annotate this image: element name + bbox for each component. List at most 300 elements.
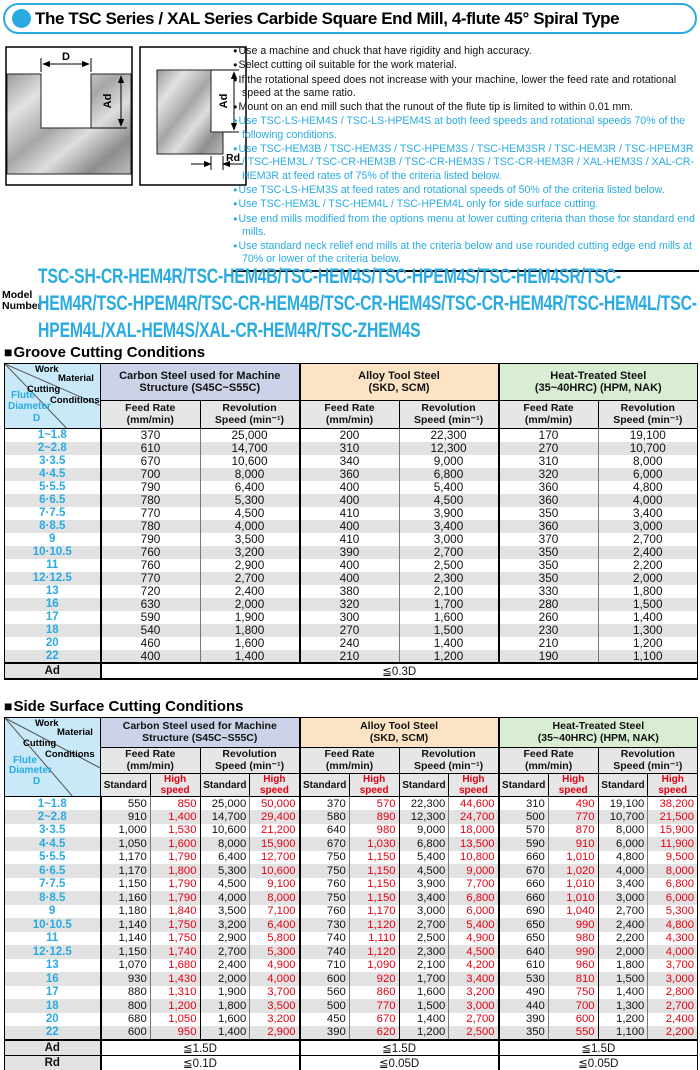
value-cell: 2,700	[598, 533, 698, 546]
value-cell: 350	[499, 559, 599, 572]
value-cell: 1,310	[150, 986, 200, 1000]
value-cell: 6,800	[399, 468, 499, 481]
value-cell: 2,400	[200, 959, 250, 973]
value-cell: 340	[300, 455, 400, 468]
flute-diameter-cell: 7·7.5	[5, 878, 101, 892]
rd-row-label: Rd	[5, 1056, 101, 1070]
value-cell: 750	[300, 891, 350, 905]
value-cell: 10,800	[449, 851, 499, 865]
value-cell: 1,800	[598, 959, 648, 973]
value-cell: 1,160	[118, 891, 147, 904]
groove-section-title: ■Groove Cutting Conditions	[4, 344, 206, 361]
value-cell: 630	[140, 597, 161, 611]
value-cell: 19,100	[598, 429, 698, 442]
value-cell: 2,900	[200, 932, 250, 946]
flute-diameter-cell: 18	[5, 999, 101, 1013]
note-text: If the rotational speed does not increase with your machine, lower the feed rate and rotational speed at the same ratio.	[238, 73, 677, 99]
value-cell: 670	[349, 1013, 399, 1027]
feed-rate-header: Feed Rate (mm/min)	[101, 401, 201, 429]
value-cell: 2,700	[399, 546, 499, 559]
value-cell: 400	[140, 649, 161, 663]
value-cell: 1,140	[118, 918, 147, 931]
value-cell: 760	[300, 905, 350, 919]
value-cell: 320	[300, 598, 400, 611]
value-cell: 2,200	[598, 932, 648, 946]
usage-note	[233, 212, 699, 240]
value-cell: 2,100	[399, 959, 449, 973]
table-corner-cell	[5, 364, 101, 429]
corner-diameter-label: Diameter	[9, 765, 52, 776]
value-cell: 2,700	[200, 945, 250, 959]
flute-diameter-cell: 13	[5, 585, 101, 598]
column-group-alloy-tool-steel: Alloy Tool Steel (SKD, SCM)	[300, 718, 499, 748]
dimension-ad-label: Ad	[102, 93, 114, 109]
value-cell: 870	[548, 824, 598, 838]
usage-note	[233, 197, 699, 211]
value-cell: 10,700	[598, 442, 698, 455]
standard-header: Standard	[300, 774, 350, 797]
value-cell: 750	[300, 864, 350, 878]
revolution-speed-header: Revolution Speed (min⁻¹)	[598, 401, 698, 429]
value-cell: 1,000	[118, 824, 147, 837]
value-cell: 1,400	[150, 810, 200, 824]
value-cell: 980	[548, 932, 598, 946]
rd-limit-value: ≦0.1D	[101, 1056, 300, 1070]
value-cell: 1,600	[200, 637, 300, 650]
value-cell: 1,500	[598, 598, 698, 611]
table-row	[5, 559, 698, 572]
value-cell: 610	[140, 441, 161, 455]
value-cell: 9,100	[250, 878, 300, 892]
note-text: Use TSC-LS-HEM3S at feed rates and rotational speeds of 50% of the criteria listed below.	[238, 183, 665, 196]
value-cell: 360	[499, 494, 599, 507]
usage-note	[233, 73, 699, 101]
value-cell: 1,800	[150, 864, 200, 878]
value-cell: 590	[499, 837, 549, 851]
corner-material-label: Material	[57, 727, 93, 738]
bullet-icon: ●	[233, 102, 238, 112]
value-cell: 580	[300, 810, 350, 824]
standard-header: Standard	[499, 774, 549, 797]
value-cell: 1,120	[349, 945, 399, 959]
corner-diameter-label: Diameter	[8, 401, 51, 412]
value-cell: 1,010	[548, 891, 598, 905]
table-row	[5, 442, 698, 455]
high-speed-header: High speed	[449, 774, 499, 797]
value-cell: 400	[300, 572, 400, 585]
value-cell: 570	[349, 797, 399, 811]
usage-note	[233, 183, 699, 197]
table-row	[5, 533, 698, 546]
standard-header: Standard	[200, 774, 250, 797]
model-number-value: TSC-SH-CR-HEM4R/TSC-HEM4B/TSC-HEM4S/TSC-HPEM4S/TSC-HEM4SR/TSC-HEM4R/TSC-HPEM4R/TSC-CR-HEM4B/TSC-CR-HEM4S/TSC-CR-HEM4R/TSC-HEM4L/TSC-HPEM4L/XAL-HEM4S/XAL-CR-HEM4R/TSC-ZHEM4S	[38, 265, 697, 342]
value-cell: 44,600	[449, 797, 499, 811]
table-row	[5, 481, 698, 494]
table-row	[5, 891, 698, 905]
table-row	[5, 546, 698, 559]
value-cell: 6,400	[200, 851, 250, 865]
value-cell: 390	[499, 1013, 549, 1027]
value-cell: 5,300	[648, 905, 698, 919]
dimension-ad-label: Ad	[218, 93, 230, 109]
feed-rate-header: Feed Rate (mm/min)	[101, 748, 201, 774]
value-cell: 6,400	[200, 481, 300, 494]
standard-header: Standard	[101, 774, 151, 797]
value-cell: 2,400	[598, 546, 698, 559]
value-cell: 2,300	[399, 945, 449, 959]
bullet-icon: ●	[233, 199, 238, 209]
corner-conditions-label: Conditions	[50, 395, 100, 406]
value-cell: 3,900	[399, 507, 499, 520]
value-cell: 660	[499, 891, 549, 905]
value-cell: 38,200	[648, 797, 698, 811]
value-cell: 670	[499, 864, 549, 878]
flute-diameter-cell: 11	[5, 932, 101, 946]
value-cell: 4,500	[399, 864, 449, 878]
value-cell: 1,300	[598, 624, 698, 637]
note-text: Use end mills modified from the options menu at lower cutting criteria than those for standard end mills.	[238, 212, 695, 238]
value-cell: 1,400	[399, 1013, 449, 1027]
value-cell: 3,200	[449, 986, 499, 1000]
standard-header: Standard	[598, 774, 648, 797]
dimension-rd-label: Rd	[226, 152, 240, 164]
value-cell: 12,700	[250, 851, 300, 865]
value-cell: 5,400	[399, 851, 449, 865]
table-row	[5, 520, 698, 533]
rd-limit-value: ≦0.05D	[499, 1056, 698, 1070]
table-row	[5, 455, 698, 468]
value-cell: 1,150	[349, 851, 399, 865]
value-cell: 1,200	[598, 1013, 648, 1027]
flute-diameter-cell: 16	[5, 972, 101, 986]
value-cell: 1,600	[150, 837, 200, 851]
value-cell: 2,500	[399, 559, 499, 572]
value-cell: 4,000	[200, 520, 300, 533]
value-cell: 400	[300, 520, 400, 533]
value-cell: 620	[349, 1026, 399, 1040]
revolution-speed-header: Revolution Speed (min⁻¹)	[200, 748, 300, 774]
value-cell: 3,700	[250, 986, 300, 1000]
table-row	[5, 959, 698, 973]
value-cell: 3,400	[598, 507, 698, 520]
value-cell: 350	[499, 1026, 549, 1040]
value-cell: 690	[499, 905, 549, 919]
corner-cutting-label: Cutting	[23, 738, 57, 749]
value-cell: 1,050	[150, 1013, 200, 1027]
value-cell: 10,600	[250, 864, 300, 878]
value-cell: 490	[499, 986, 549, 1000]
high-speed-header: High speed	[349, 774, 399, 797]
value-cell: 3,000	[648, 972, 698, 986]
value-cell: 7,100	[250, 905, 300, 919]
value-cell: 2,700	[399, 918, 449, 932]
value-cell: 1,740	[150, 945, 200, 959]
value-cell: 21,500	[648, 810, 698, 824]
value-cell: 170	[499, 429, 599, 442]
flute-diameter-cell: 18	[5, 624, 101, 637]
value-cell: 4,000	[250, 972, 300, 986]
value-cell: 1,800	[598, 585, 698, 598]
value-cell: 1,400	[200, 650, 300, 663]
value-cell: 1,140	[118, 932, 147, 945]
value-cell: 11,900	[648, 837, 698, 851]
value-cell: 3,200	[200, 918, 250, 932]
value-cell: 29,400	[250, 810, 300, 824]
value-cell: 210	[499, 637, 599, 650]
value-cell: 310	[300, 442, 400, 455]
value-cell: 590	[140, 610, 161, 624]
value-cell: 1,150	[349, 878, 399, 892]
usage-notes-list	[233, 44, 699, 272]
value-cell: 10,600	[200, 455, 300, 468]
table-row	[5, 932, 698, 946]
value-cell: 990	[548, 945, 598, 959]
value-cell: 21,200	[250, 824, 300, 838]
value-cell: 3,200	[250, 1013, 300, 1027]
value-cell: 6,000	[598, 468, 698, 481]
value-cell: 1,400	[598, 611, 698, 624]
table-row	[5, 972, 698, 986]
value-cell: 270	[499, 442, 599, 455]
value-cell: 2,000	[598, 572, 698, 585]
value-cell: 1,150	[349, 891, 399, 905]
flute-diameter-cell: 1~1.8	[5, 429, 101, 442]
flute-diameter-cell: 22	[5, 1026, 101, 1040]
value-cell: 1,900	[200, 986, 250, 1000]
value-cell: 1,120	[349, 918, 399, 932]
value-cell: 4,500	[399, 494, 499, 507]
value-cell: 9,500	[648, 851, 698, 865]
revolution-speed-header: Revolution Speed (min⁻¹)	[399, 401, 499, 429]
usage-note	[233, 100, 699, 114]
feed-rate-header: Feed Rate (mm/min)	[300, 401, 400, 429]
value-cell: 3,000	[598, 891, 648, 905]
model-number-label: Model Number	[2, 289, 42, 312]
value-cell: 4,000	[648, 945, 698, 959]
value-cell: 6,800	[648, 878, 698, 892]
flute-diameter-cell: 12·12.5	[5, 572, 101, 585]
value-cell: 790	[140, 480, 161, 494]
value-cell: 780	[140, 519, 161, 533]
corner-flute-label: Flute	[13, 755, 37, 766]
value-cell: 720	[140, 584, 161, 598]
value-cell: 1,170	[118, 851, 147, 864]
value-cell: 1,790	[150, 851, 200, 865]
value-cell: 5,800	[250, 932, 300, 946]
value-cell: 1,790	[150, 891, 200, 905]
value-cell: 2,300	[399, 572, 499, 585]
value-cell: 760	[300, 878, 350, 892]
value-cell: 19,100	[598, 797, 648, 811]
value-cell: 1,840	[150, 905, 200, 919]
value-cell: 1,150	[118, 945, 147, 958]
value-cell: 1,100	[598, 1026, 648, 1040]
value-cell: 990	[548, 918, 598, 932]
value-cell: 490	[548, 797, 598, 811]
value-cell: 14,700	[200, 810, 250, 824]
value-cell: 1,750	[150, 932, 200, 946]
table-row	[5, 905, 698, 919]
value-cell: 6,800	[399, 837, 449, 851]
column-group-heat-treated-steel: Heat-Treated Steel (35~40HRC) (HPM, NAK)	[499, 364, 698, 401]
value-cell: 1,790	[150, 878, 200, 892]
column-group-carbon-steel: Carbon Steel used for Machine Structure (S45C~S55C)	[101, 718, 300, 748]
value-cell: 8,000	[648, 864, 698, 878]
square-marker-icon: ■	[4, 698, 13, 714]
corner-work-label: Work	[35, 718, 59, 729]
usage-note	[233, 58, 699, 72]
value-cell: 910	[548, 837, 598, 851]
table-row	[5, 797, 698, 811]
bullet-icon: ●	[233, 213, 238, 223]
value-cell: 1,750	[150, 918, 200, 932]
value-cell: 4,300	[648, 932, 698, 946]
value-cell: 3,000	[449, 999, 499, 1013]
value-cell: 6,400	[250, 918, 300, 932]
value-cell: 910	[127, 810, 147, 823]
table-row	[5, 837, 698, 851]
value-cell: 1,170	[349, 905, 399, 919]
flute-diameter-cell: 9	[5, 905, 101, 919]
value-cell: 1,020	[548, 864, 598, 878]
value-cell: 1,100	[598, 650, 698, 663]
value-cell: 710	[300, 959, 350, 973]
value-cell: 1,090	[349, 959, 399, 973]
value-cell: 750	[300, 851, 350, 865]
value-cell: 2,500	[449, 1026, 499, 1040]
value-cell: 770	[349, 999, 399, 1013]
value-cell: 4,500	[449, 945, 499, 959]
value-cell: 960	[548, 959, 598, 973]
value-cell: 8,000	[598, 455, 698, 468]
value-cell: 5,400	[449, 918, 499, 932]
value-cell: 1,700	[399, 972, 449, 986]
value-cell: 770	[140, 506, 161, 520]
ad-limit-row	[5, 1040, 698, 1056]
value-cell: 540	[140, 623, 161, 637]
page-title-bar	[3, 3, 697, 34]
value-cell: 3,700	[648, 959, 698, 973]
table-row	[5, 468, 698, 481]
value-cell: 370	[499, 533, 599, 546]
feed-rate-header: Feed Rate (mm/min)	[499, 401, 599, 429]
bullet-icon: ●	[233, 74, 238, 84]
value-cell: 600	[548, 1013, 598, 1027]
value-cell: 4,000	[598, 864, 648, 878]
flute-diameter-cell: 6·6.5	[5, 494, 101, 507]
value-cell: 660	[499, 851, 549, 865]
value-cell: 310	[499, 455, 599, 468]
dimension-d-label: D	[62, 51, 70, 63]
value-cell: 5,300	[200, 494, 300, 507]
value-cell: 350	[499, 507, 599, 520]
value-cell: 770	[140, 571, 161, 585]
value-cell: 1,400	[399, 637, 499, 650]
ad-limit-value: ≦0.3D	[101, 663, 698, 679]
table-corner-cell	[5, 718, 101, 797]
flute-diameter-cell: 5·5.5	[5, 851, 101, 865]
corner-conditions-label: Conditions	[45, 749, 95, 760]
usage-note	[233, 114, 699, 142]
value-cell: 300	[300, 611, 400, 624]
note-text: Use a machine and chuck that have rigidity and high accuracy.	[238, 45, 532, 57]
value-cell: 810	[548, 972, 598, 986]
value-cell: 210	[300, 650, 400, 663]
value-cell: 2,700	[449, 1013, 499, 1027]
side-cut-diagram	[139, 46, 247, 191]
value-cell: 980	[349, 824, 399, 838]
value-cell: 380	[300, 585, 400, 598]
value-cell: 4,000	[200, 891, 250, 905]
table-row	[5, 1026, 698, 1040]
table-row	[5, 999, 698, 1013]
value-cell: 8,000	[200, 468, 300, 481]
corner-work-label: Work	[35, 364, 59, 375]
value-cell: 1,170	[118, 864, 147, 877]
value-cell: 3,500	[200, 905, 250, 919]
value-cell: 260	[499, 611, 599, 624]
value-cell: 550	[127, 797, 147, 810]
table-row	[5, 918, 698, 932]
value-cell: 6,000	[648, 891, 698, 905]
revolution-speed-header: Revolution Speed (min⁻¹)	[200, 401, 300, 429]
table-row	[5, 650, 698, 663]
value-cell: 25,000	[200, 797, 250, 811]
value-cell: 2,500	[399, 932, 449, 946]
value-cell: 3,000	[598, 520, 698, 533]
value-cell: 2,000	[598, 945, 648, 959]
table-row	[5, 810, 698, 824]
flute-diameter-cell: 5·5.5	[5, 481, 101, 494]
table-row	[5, 611, 698, 624]
value-cell: 2,400	[648, 1013, 698, 1027]
value-cell: 600	[127, 1026, 147, 1039]
value-cell: 1,150	[349, 864, 399, 878]
bullet-icon: ●	[233, 144, 238, 154]
flute-diameter-cell: 9	[5, 533, 101, 546]
feed-rate-header: Feed Rate (mm/min)	[300, 748, 400, 774]
value-cell: 1,530	[150, 824, 200, 838]
value-cell: 700	[548, 999, 598, 1013]
value-cell: 1,010	[548, 878, 598, 892]
ad-row-label: Ad	[5, 663, 101, 679]
value-cell: 360	[499, 481, 599, 494]
value-cell: 3,400	[399, 891, 449, 905]
revolution-speed-header: Revolution Speed (min⁻¹)	[399, 748, 499, 774]
value-cell: 680	[127, 1013, 147, 1026]
value-cell: 860	[349, 986, 399, 1000]
flute-diameter-cell: 10·10.5	[5, 918, 101, 932]
flute-diameter-cell: 10·10.5	[5, 546, 101, 559]
value-cell: 400	[300, 559, 400, 572]
value-cell: 1,300	[598, 999, 648, 1013]
groove-cutting-table	[4, 363, 698, 680]
corner-d-label: D	[33, 776, 41, 787]
value-cell: 4,900	[250, 959, 300, 973]
value-cell: 1,110	[349, 932, 399, 946]
flute-diameter-cell: 22	[5, 650, 101, 663]
flute-diameter-cell: 8·8.5	[5, 520, 101, 533]
value-cell: 1,400	[598, 986, 648, 1000]
value-cell: 14,700	[200, 442, 300, 455]
table-row	[5, 624, 698, 637]
value-cell: 5,300	[250, 945, 300, 959]
value-cell: 2,700	[648, 999, 698, 1013]
value-cell: 3,900	[399, 878, 449, 892]
revolution-speed-header: Revolution Speed (min⁻¹)	[598, 748, 698, 774]
value-cell: 640	[499, 945, 549, 959]
value-cell: 9,000	[399, 824, 449, 838]
